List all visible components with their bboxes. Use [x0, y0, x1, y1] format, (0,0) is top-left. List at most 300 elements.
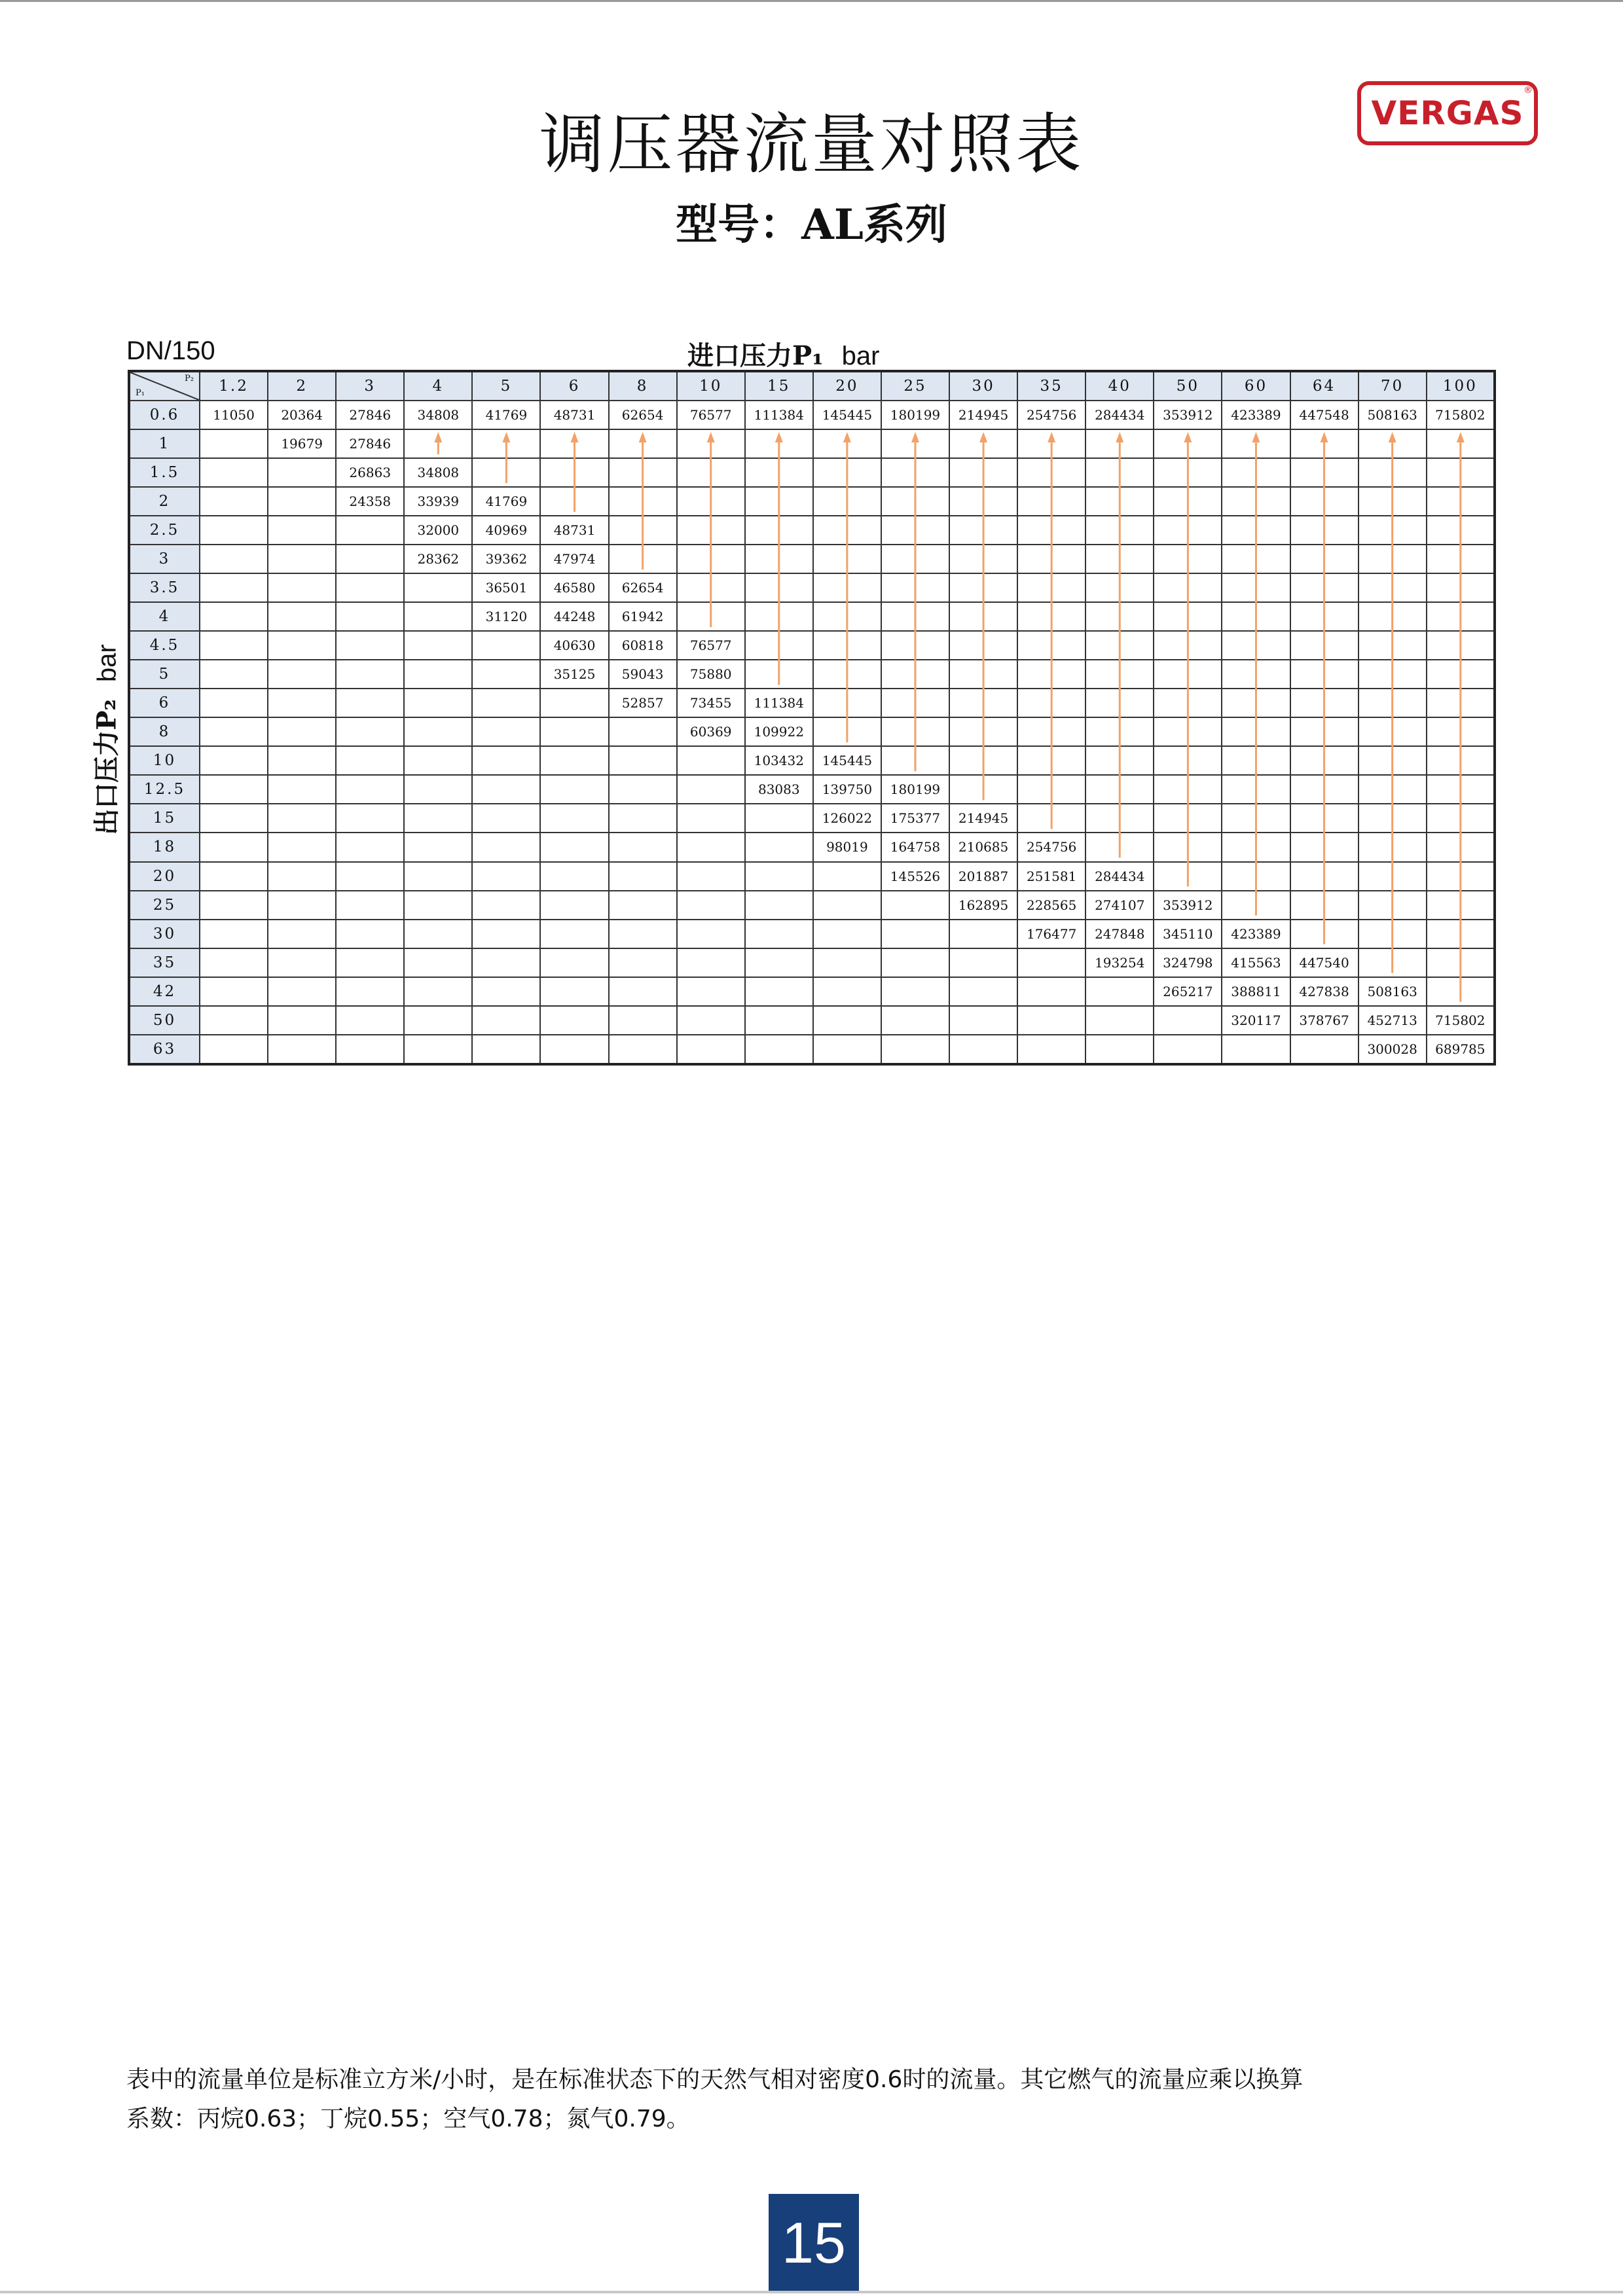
flow-cell [540, 775, 608, 804]
flow-cell [949, 775, 1017, 804]
flow-cell [609, 487, 677, 516]
flow-cell [881, 891, 949, 920]
flow-cell [745, 516, 813, 545]
flow-cell: 11050 [200, 401, 268, 429]
flow-cell [1290, 804, 1359, 833]
flow-cell [1222, 429, 1290, 458]
inlet-pressure-label [687, 335, 879, 372]
flow-cell [949, 920, 1017, 948]
flow-cell: 26863 [336, 458, 404, 487]
flow-cell [1222, 545, 1290, 573]
flow-cell [949, 1035, 1017, 1064]
row-header-p2: 18 [129, 833, 200, 861]
flow-cell [200, 891, 268, 920]
flow-cell [1290, 833, 1359, 861]
flow-cell [540, 458, 608, 487]
table-row [129, 487, 1495, 516]
flow-cell [1222, 775, 1290, 804]
flow-cell [404, 920, 472, 948]
flow-cell: 378767 [1290, 1006, 1359, 1035]
flow-cell: 689785 [1427, 1035, 1495, 1064]
flow-cell [472, 429, 540, 458]
flow-cell [472, 717, 540, 746]
flow-cell: 388811 [1222, 977, 1290, 1006]
flow-cell [1085, 1006, 1154, 1035]
flow-cell [472, 1035, 540, 1064]
flow-cell: 247848 [1085, 920, 1154, 948]
flow-cell [540, 804, 608, 833]
flow-cell [1427, 660, 1495, 689]
flow-cell [1222, 804, 1290, 833]
flow-cell [1017, 545, 1085, 573]
table-row [129, 573, 1495, 602]
flow-cell: 62654 [609, 573, 677, 602]
flow-cell [404, 977, 472, 1006]
flow-cell [472, 920, 540, 948]
flow-cell: 41769 [472, 487, 540, 516]
flow-cell [472, 746, 540, 775]
flow-cell: 715802 [1427, 401, 1495, 429]
flow-cell: 52857 [609, 689, 677, 717]
flow-cell [813, 631, 881, 660]
flow-cell [200, 429, 268, 458]
header-p1-12: 35 [1017, 371, 1085, 401]
table-row [129, 977, 1495, 1006]
flow-cell [336, 920, 404, 948]
table-row [129, 833, 1495, 861]
flow-cell [540, 1006, 608, 1035]
header-p1-13: 40 [1085, 371, 1154, 401]
flow-cell [1085, 573, 1154, 602]
flow-cell [813, 891, 881, 920]
flow-cell [336, 660, 404, 689]
flow-cell [1222, 689, 1290, 717]
flow-cell [1290, 602, 1359, 631]
flow-cell: 423389 [1222, 401, 1290, 429]
flow-cell [1085, 516, 1154, 545]
flow-cell [1154, 516, 1222, 545]
flow-cell [813, 1035, 881, 1064]
inlet-pressure-text: 进口压力P₁ [687, 340, 824, 371]
flow-cell [881, 545, 949, 573]
flow-cell [813, 862, 881, 891]
flow-cell [1359, 660, 1427, 689]
footnote-line-2: 系数：丙烷0.63；丁烷0.55；空气0.78；氮气0.79。 [126, 2106, 690, 2132]
flow-cell [745, 458, 813, 487]
flow-cell [336, 948, 404, 977]
flow-cell [472, 689, 540, 717]
row-header-p2: 25 [129, 891, 200, 920]
flow-cell [268, 573, 336, 602]
flow-cell [200, 775, 268, 804]
flow-cell [745, 1006, 813, 1035]
table-row [129, 602, 1495, 631]
table-row [129, 458, 1495, 487]
table-row [129, 920, 1495, 948]
flow-cell [1017, 717, 1085, 746]
flow-cell [540, 833, 608, 861]
flow-cell [1290, 487, 1359, 516]
flow-cell [677, 1035, 745, 1064]
flow-cell [813, 458, 881, 487]
flow-cell [949, 573, 1017, 602]
row-header-p2: 50 [129, 1006, 200, 1035]
table-row [129, 631, 1495, 660]
flow-cell [813, 1006, 881, 1035]
flow-cell [949, 631, 1017, 660]
table-row [129, 1006, 1495, 1035]
flow-cell [1359, 920, 1427, 948]
flow-cell [1222, 458, 1290, 487]
table-row [129, 429, 1495, 458]
flow-cell [1427, 429, 1495, 458]
flow-cell [336, 717, 404, 746]
flow-cell [1290, 429, 1359, 458]
header-p1-1: 2 [268, 371, 336, 401]
table-row [129, 948, 1495, 977]
flow-cell [1359, 631, 1427, 660]
table-row [129, 660, 1495, 689]
flow-cell [677, 602, 745, 631]
flow-cell [200, 631, 268, 660]
flow-cell [677, 487, 745, 516]
row-header-p2: 1.5 [129, 458, 200, 487]
flow-cell [813, 573, 881, 602]
flow-cell [1222, 631, 1290, 660]
flow-cell: 75880 [677, 660, 745, 689]
flow-cell [1085, 429, 1154, 458]
flow-cell [881, 516, 949, 545]
table-row [129, 401, 1495, 429]
flow-cell [1359, 545, 1427, 573]
flow-cell [1154, 833, 1222, 861]
flow-cell [1290, 545, 1359, 573]
flow-cell: 73455 [677, 689, 745, 717]
flow-cell [336, 602, 404, 631]
flow-cell [1359, 516, 1427, 545]
flow-cell [268, 891, 336, 920]
flow-cell [609, 458, 677, 487]
flow-cell [1427, 717, 1495, 746]
flow-cell [745, 862, 813, 891]
flow-cell [268, 746, 336, 775]
flow-cell [1017, 977, 1085, 1006]
flow-cell [1427, 602, 1495, 631]
flow-cell [200, 689, 268, 717]
flow-cell [472, 631, 540, 660]
flow-cell [881, 717, 949, 746]
flow-cell [1154, 660, 1222, 689]
flow-cell [1017, 631, 1085, 660]
flow-cell [813, 660, 881, 689]
flow-cell [949, 545, 1017, 573]
table-row [129, 891, 1495, 920]
flow-cell: 284434 [1085, 401, 1154, 429]
row-header-p2: 15 [129, 804, 200, 833]
flow-cell [404, 1006, 472, 1035]
flow-cell [949, 717, 1017, 746]
flow-cell [472, 775, 540, 804]
flow-cell [1154, 689, 1222, 717]
flow-cell [268, 545, 336, 573]
flow-table [128, 370, 1496, 1066]
flow-cell [677, 429, 745, 458]
flow-cell [677, 804, 745, 833]
flow-cell [881, 660, 949, 689]
table-row [129, 717, 1495, 746]
flow-cell [609, 1006, 677, 1035]
flow-cell: 33939 [404, 487, 472, 516]
flow-cell: 353912 [1154, 891, 1222, 920]
flow-cell [540, 891, 608, 920]
flow-cell [1154, 545, 1222, 573]
flow-cell [268, 458, 336, 487]
flow-cell [677, 458, 745, 487]
flow-cell [336, 1006, 404, 1035]
flow-cell [1017, 689, 1085, 717]
flow-cell [609, 977, 677, 1006]
header-p1-17: 70 [1359, 371, 1427, 401]
flow-cell [1154, 775, 1222, 804]
flow-cell [200, 516, 268, 545]
flow-cell [1085, 804, 1154, 833]
flow-cell: 176477 [1017, 920, 1085, 948]
row-header-p2: 1 [129, 429, 200, 458]
flow-cell [1017, 602, 1085, 631]
flow-cell: 254756 [1017, 833, 1085, 861]
row-header-p2: 35 [129, 948, 200, 977]
flow-cell: 274107 [1085, 891, 1154, 920]
flow-cell: 27846 [336, 401, 404, 429]
flow-cell [881, 631, 949, 660]
vergas-logo [1357, 81, 1538, 145]
flow-cell [1290, 746, 1359, 775]
flow-cell [1427, 689, 1495, 717]
flow-cell [881, 573, 949, 602]
flow-cell: 62654 [609, 401, 677, 429]
flow-cell [881, 920, 949, 948]
flow-cell [268, 1035, 336, 1064]
flow-cell [881, 977, 949, 1006]
flow-cell [404, 631, 472, 660]
flow-cell [677, 516, 745, 545]
flow-cell: 254756 [1017, 401, 1085, 429]
flow-cell [200, 545, 268, 573]
flow-cell [881, 487, 949, 516]
flow-cell [268, 833, 336, 861]
header-p1-0: 1.2 [200, 371, 268, 401]
flow-cell [268, 516, 336, 545]
flow-cell [1359, 804, 1427, 833]
flow-cell [609, 429, 677, 458]
table-row [129, 775, 1495, 804]
row-header-p2: 20 [129, 862, 200, 891]
flow-cell [881, 746, 949, 775]
flow-cell [813, 516, 881, 545]
flow-cell [200, 862, 268, 891]
row-header-p2: 8 [129, 717, 200, 746]
flow-cell [949, 689, 1017, 717]
flow-cell: 46580 [540, 573, 608, 602]
flow-cell: 300028 [1359, 1035, 1427, 1064]
flow-cell [1222, 746, 1290, 775]
flow-cell: 40969 [472, 516, 540, 545]
flow-cell [677, 948, 745, 977]
flow-cell [1222, 862, 1290, 891]
flow-cell [200, 602, 268, 631]
flow-cell [1290, 660, 1359, 689]
flow-cell [1085, 1035, 1154, 1064]
flow-cell: 284434 [1085, 862, 1154, 891]
flow-cell [540, 689, 608, 717]
flow-cell [404, 717, 472, 746]
flow-cell [1290, 775, 1359, 804]
flow-cell [1222, 602, 1290, 631]
flow-cell: 508163 [1359, 401, 1427, 429]
flow-cell [1085, 746, 1154, 775]
flow-cell: 175377 [881, 804, 949, 833]
flow-cell [609, 717, 677, 746]
flow-cell [472, 948, 540, 977]
logo-text: VERGAS [1371, 94, 1524, 132]
flow-cell [200, 717, 268, 746]
flow-cell: 35125 [540, 660, 608, 689]
flow-cell: 20364 [268, 401, 336, 429]
flow-cell [472, 1006, 540, 1035]
flow-cell [404, 833, 472, 861]
flow-cell [200, 660, 268, 689]
flow-cell [404, 948, 472, 977]
header-p1-5: 6 [540, 371, 608, 401]
flow-cell [949, 429, 1017, 458]
flow-cell [1359, 573, 1427, 602]
flow-cell [745, 573, 813, 602]
flow-cell [881, 602, 949, 631]
flow-cell [1222, 573, 1290, 602]
flow-cell [268, 1006, 336, 1035]
flow-cell [813, 602, 881, 631]
flow-cell [1359, 891, 1427, 920]
flow-cell [1290, 1035, 1359, 1064]
header-p1-8: 15 [745, 371, 813, 401]
flow-cell: 447540 [1290, 948, 1359, 977]
flow-cell [336, 746, 404, 775]
flow-cell: 324798 [1154, 948, 1222, 977]
flow-cell [609, 920, 677, 948]
flow-cell [1427, 804, 1495, 833]
flow-cell [881, 458, 949, 487]
outlet-pressure-unit: bar [92, 644, 122, 683]
corner-p1-label: P₁ [136, 388, 145, 398]
flow-cell: 145445 [813, 401, 881, 429]
flow-cell [472, 458, 540, 487]
row-header-p2: 12.5 [129, 775, 200, 804]
flow-cell [745, 487, 813, 516]
table-row [129, 804, 1495, 833]
flow-cell [336, 891, 404, 920]
flow-cell [1427, 833, 1495, 861]
flow-cell [677, 573, 745, 602]
dn-label: DN/150 [126, 336, 215, 365]
flow-cell [1085, 631, 1154, 660]
flow-cell [1085, 602, 1154, 631]
flow-cell [609, 516, 677, 545]
flow-cell [1290, 717, 1359, 746]
flow-cell [1154, 573, 1222, 602]
flow-cell [1359, 717, 1427, 746]
flow-cell [404, 891, 472, 920]
flow-cell [200, 458, 268, 487]
header-p1-6: 8 [609, 371, 677, 401]
flow-cell [1290, 458, 1359, 487]
row-header-p2: 10 [129, 746, 200, 775]
flow-cell: 44248 [540, 602, 608, 631]
flow-cell [949, 602, 1017, 631]
flow-cell [1154, 1035, 1222, 1064]
flow-cell [1154, 746, 1222, 775]
row-header-p2: 3 [129, 545, 200, 573]
flow-cell: 48731 [540, 516, 608, 545]
flow-cell [404, 775, 472, 804]
top-rule [0, 0, 1623, 2]
flow-cell [1017, 1035, 1085, 1064]
flow-cell [1085, 689, 1154, 717]
header-p1-7: 10 [677, 371, 745, 401]
flow-cell [1427, 573, 1495, 602]
flow-cell [1290, 891, 1359, 920]
flow-cell: 353912 [1154, 401, 1222, 429]
flow-cell: 47974 [540, 545, 608, 573]
flow-cell: 345110 [1154, 920, 1222, 948]
flow-cell: 109922 [745, 717, 813, 746]
flow-cell: 423389 [1222, 920, 1290, 948]
flow-cell: 126022 [813, 804, 881, 833]
inlet-pressure-unit: bar [841, 342, 880, 370]
flow-cell [745, 1035, 813, 1064]
flow-cell [336, 1035, 404, 1064]
flow-cell [1290, 573, 1359, 602]
flow-cell [745, 920, 813, 948]
flow-cell [609, 948, 677, 977]
flow-cell: 41769 [472, 401, 540, 429]
flow-cell [949, 746, 1017, 775]
flow-cell [268, 977, 336, 1006]
flow-cell [949, 977, 1017, 1006]
flow-cell [1290, 920, 1359, 948]
flow-cell: 139750 [813, 775, 881, 804]
flow-cell [404, 660, 472, 689]
flow-cell [200, 804, 268, 833]
flow-cell [1427, 746, 1495, 775]
flow-cell [200, 746, 268, 775]
flow-cell [268, 660, 336, 689]
header-p1-3: 4 [404, 371, 472, 401]
flow-cell [404, 746, 472, 775]
flow-cell [472, 660, 540, 689]
flow-cell [1085, 660, 1154, 689]
flow-cell [1359, 862, 1427, 891]
flow-cell [540, 977, 608, 1006]
flow-cell: 162895 [949, 891, 1017, 920]
flow-cell [745, 631, 813, 660]
flow-cell [336, 977, 404, 1006]
flow-cell [1222, 1035, 1290, 1064]
flow-cell: 60818 [609, 631, 677, 660]
flow-cell [472, 977, 540, 1006]
flow-cell [268, 717, 336, 746]
flow-cell [677, 920, 745, 948]
table-row [129, 1035, 1495, 1064]
